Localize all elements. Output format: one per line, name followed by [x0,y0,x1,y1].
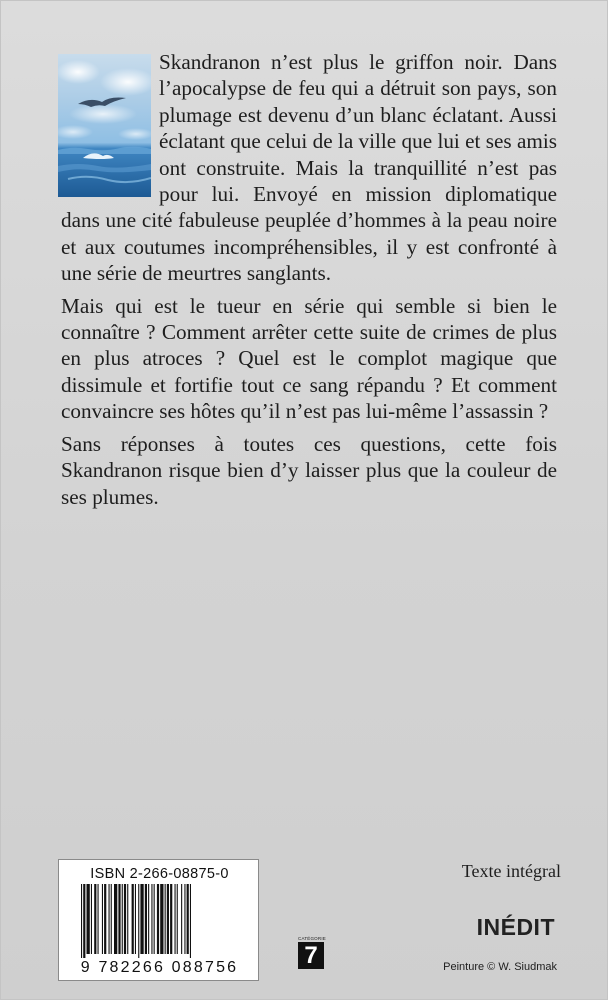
blurb-paragraph-2: Mais qui est le tueur en série qui semble si bien le connaître ? Comment arrêter cette suite de crimes de plus en plus atroces ? Quel est le complot magique que dissimule et fortifie tout ce sang répandu ? Et comment convaincre ses hôtes qu’il n’est pas lui-même l’assassin ? [61,293,557,424]
barcode-bar [83,884,85,958]
barcode-bar [167,884,169,954]
barcode-bar [170,884,172,954]
barcode-bar [135,884,136,954]
isbn-barcode [58,859,259,981]
barcode-bar [154,884,155,954]
barcode-bar [184,884,185,954]
barcode-bar [145,884,147,954]
barcode-bar [111,884,112,954]
barcode-bar [127,884,128,954]
barcode-bar [102,884,103,954]
barcode-bar [177,884,178,954]
barcode-bar [118,884,120,954]
back-cover-blurb [61,49,557,516]
blurb-paragraph-3: Sans réponses à toutes ces questions, cette fois Skandranon risque bien d’y laisser plus que la couleur de ses plumes. [61,431,557,509]
barcode-bar [109,884,110,954]
barcode-bar [190,884,191,958]
barcode-bar [175,884,176,954]
barcode-bar [122,884,123,954]
barcode-bar [94,884,96,954]
barcode-bar [104,884,106,954]
texte-integral-label: Texte intégral [461,861,561,881]
barcode-bar [148,884,149,954]
barcode-bar [132,884,134,954]
barcode-bar [87,884,90,954]
barcode-bar [114,884,117,954]
barcode-bar [160,884,163,954]
category-number: 7 [298,942,324,969]
barcode-bar [98,884,99,954]
ean-digits: 9 782266 088756 [80,959,239,976]
barcode-bar [91,884,92,954]
barcode-bars [81,884,239,958]
barcode-bar [181,884,182,954]
category-label: CATÉGORIE [298,936,326,941]
barcode-bar [151,884,152,954]
barcode-bar [187,884,189,954]
barcode-bar [165,884,166,954]
barcode-bar [138,884,139,958]
barcode-bar [140,884,143,954]
barcode-bar [81,884,82,958]
blurb-paragraph-1: Skandranon n’est plus le griffon noir. Dans l’apocalypse de feu qui a détruit son pays, son plumage est devenu d’un blanc éclatant. Aussi éclatant que celui de la ville que lui et ses amis ont construite. Mais la tranquillité n’est pas pour lui. Envoyé en mission diplomatique dans une cité fabuleuse peuplée d’hommes à la peau noire et aux coutumes incompréhensibles, il y est confronté à une série de meurtres sanglants. [61,50,557,286]
painting-credit: Peinture © W. Siudmak [443,961,557,973]
isbn-number: ISBN 2-266-08875-0 [90,866,229,882]
barcode-bar [157,884,159,954]
category-badge [298,936,324,969]
barcode-bar [124,884,126,954]
thumbnail-spacer [61,49,159,207]
inedit-label: INÉDIT [476,914,555,940]
